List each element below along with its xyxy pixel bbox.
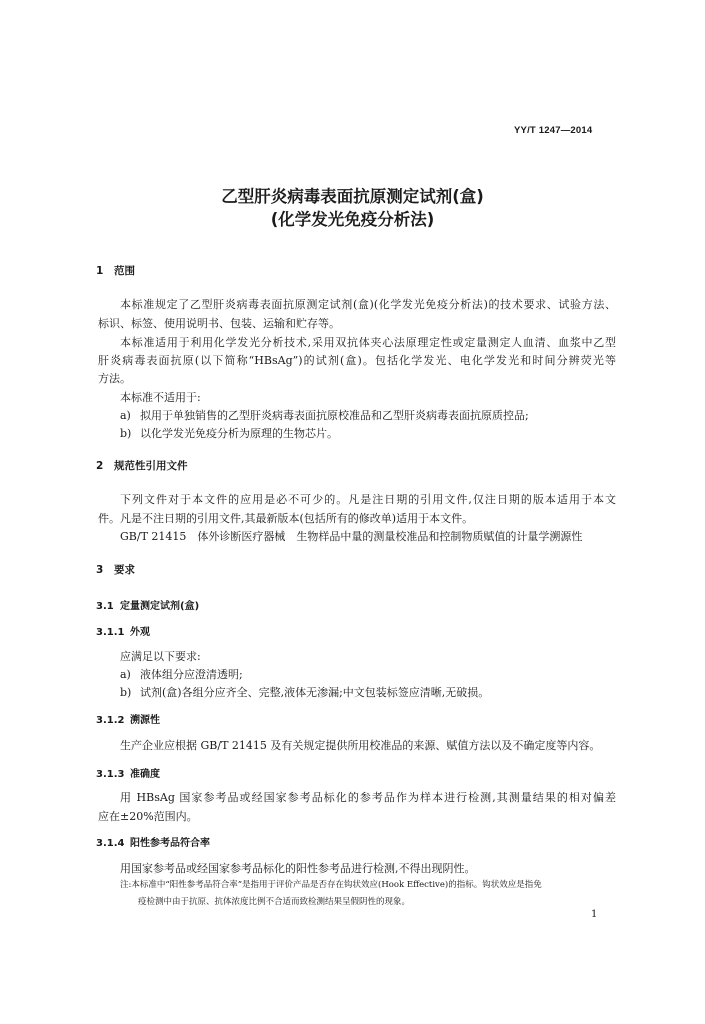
paragraph-line: 本标准规定了乙型肝炎病毒表面抗原测定试剂(盒)(化学发光免疫分析法)的技术要求、试验方法、 xyxy=(120,298,616,311)
paragraph-line: 下列文件对于本文件的应用是必不可少的。凡是注日期的引用文件,仅注日期的版本适用于本文 xyxy=(120,493,616,506)
list-label: b) xyxy=(120,686,132,699)
section-1-heading xyxy=(96,263,135,278)
list-label: b) xyxy=(120,427,132,440)
paragraph-line: 本标准适用于利用化学发光分析技术,采用双抗体夹心法原理定性或定量测定人血清、血浆中乙型 xyxy=(120,336,616,349)
section-number: 3 xyxy=(96,564,104,576)
subsection-3-1-4-heading xyxy=(96,834,210,849)
paragraph-line: 用国家参考品或经国家参考品标化的阳性参考品进行检测,不得出现阴性。 xyxy=(120,862,476,875)
paragraph-line: 件。凡是不注日期的引用文件,其最新版本(包括所有的修改单)适用于本文件。 xyxy=(98,512,474,525)
paragraph-line: 生产企业应根据 GB/T 21415 及有关规定提供所用校准品的来源、赋值方法以及不确定度等内容。 xyxy=(120,739,601,752)
paragraph-line: 应在±20%范围内。 xyxy=(98,810,198,823)
paragraph-line: 应满足以下要求: xyxy=(120,650,201,663)
list-text: 试剂(盒)各组分应齐全、完整,液体无渗漏;中文包装标签应清晰,无破损。 xyxy=(140,686,490,699)
document-subtitle: (化学发光免疫分析法) xyxy=(270,210,435,229)
list-label: a) xyxy=(120,409,131,422)
section-title: 外观 xyxy=(130,627,150,638)
standard-number: YY/T 1247—2014 xyxy=(514,125,593,136)
section-number: 1 xyxy=(96,265,104,277)
paragraph-line: 本标准不适用于: xyxy=(120,391,201,404)
subsection-3-1-3-heading xyxy=(96,765,160,780)
section-title: 溯源性 xyxy=(130,715,160,726)
list-item xyxy=(120,666,243,682)
note-line: 疫检测中由于抗原、抗体浓度比例不合适而致检测结果呈假阴性的现象。 xyxy=(138,897,411,907)
list-text: 拟用于单独销售的乙型肝炎病毒表面抗原校准品和乙型肝炎病毒表面抗原质控品; xyxy=(140,409,529,422)
reference-entry: GB/T 21415 体外诊断医疗器械 生物样品中量的测量校准品和控制物质赋值的计量学溯源性 xyxy=(120,530,583,543)
section-number: 3.1 xyxy=(96,601,114,612)
note-line: 注:本标准中“阳性参考品符合率”是指用于评价产品是否存在钩状效应(Hook Effective)的指标。钩状效应是指免 xyxy=(120,880,542,890)
section-number: 2 xyxy=(96,460,104,472)
section-number: 3.1.3 xyxy=(96,769,125,780)
list-item xyxy=(120,407,529,423)
paragraph-line: 标识、标签、使用说明书、包装、运输和贮存等。 xyxy=(98,317,340,330)
section-number: 3.1.1 xyxy=(96,627,125,638)
list-label: a) xyxy=(120,668,131,681)
section-3-heading xyxy=(96,562,135,577)
section-title: 阳性参考品符合率 xyxy=(130,838,210,849)
document-title: 乙型肝炎病毒表面抗原测定试剂(盒) xyxy=(221,187,484,206)
section-number: 3.1.2 xyxy=(96,715,125,726)
section-title: 定量测定试剂(盒) xyxy=(120,601,200,612)
list-text: 以化学发光免疫分析为原理的生物芯片。 xyxy=(140,427,338,440)
subsection-3-1-2-heading xyxy=(96,711,160,726)
section-title: 要求 xyxy=(114,564,135,576)
section-title: 准确度 xyxy=(130,769,160,780)
page-number: 1 xyxy=(591,909,598,920)
subsection-3-1-heading xyxy=(96,597,199,612)
section-title: 范围 xyxy=(114,265,135,277)
section-number: 3.1.4 xyxy=(96,838,125,849)
paragraph-line: 方法。 xyxy=(98,372,131,385)
paragraph-line: 用 HBsAg 国家参考品或经国家参考品标化的参考品作为样本进行检测,其测量结果的相对偏差 xyxy=(120,791,616,804)
subsection-3-1-1-heading xyxy=(96,623,150,638)
list-item xyxy=(120,684,489,700)
section-2-heading xyxy=(96,458,188,473)
paragraph-line: 肝炎病毒表面抗原(以下简称“HBsAg”)的试剂(盒)。包括化学发光、电化学发光和时间分辨荧光等 xyxy=(98,354,616,367)
list-text: 液体组分应澄清透明; xyxy=(140,668,243,681)
section-title: 规范性引用文件 xyxy=(114,460,188,472)
list-item xyxy=(120,425,338,441)
